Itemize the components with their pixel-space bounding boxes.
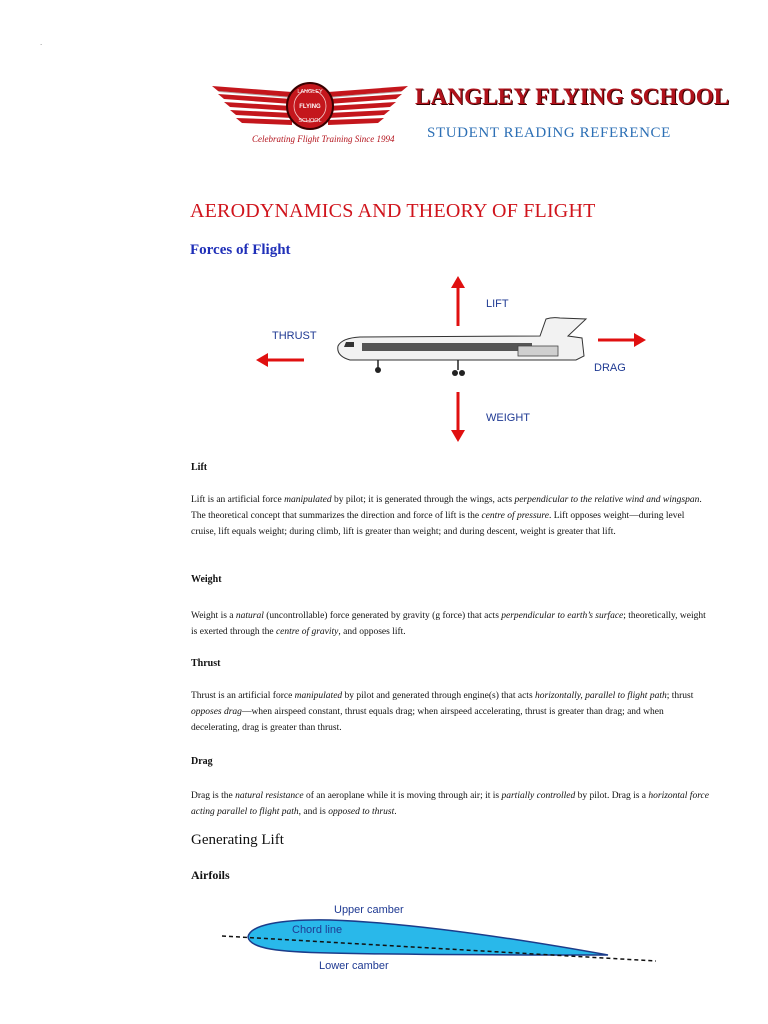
thrust-paragraph	[191, 688, 711, 736]
emphasis-text: opposes drag	[191, 707, 242, 717]
body-text: by pilot. Drag is a	[575, 791, 649, 801]
body-text: .	[394, 807, 397, 817]
generating-lift-title: Generating Lift	[191, 832, 284, 848]
lift-paragraph	[191, 492, 711, 540]
drag-arrow-icon	[598, 333, 646, 347]
chord-line-label: Chord line	[292, 924, 343, 936]
document-title: AERODYNAMICS AND THEORY OF FLIGHT	[190, 200, 596, 222]
lower-camber-label: Lower camber	[319, 960, 389, 972]
lift-arrow-icon	[451, 276, 465, 326]
body-text: ; thrust	[666, 691, 694, 701]
body-text: , and opposes lift.	[338, 627, 406, 637]
airplane-icon	[338, 318, 586, 376]
emphasis-text: partially controlled	[501, 791, 576, 801]
weight-heading: Weight	[191, 574, 222, 585]
body-text: Drag is the	[191, 791, 236, 801]
emphasis-text: natural	[235, 611, 264, 621]
drag-paragraph	[191, 788, 711, 820]
weight-label: WEIGHT	[486, 412, 530, 424]
body-text: Thrust is an artificial force	[191, 691, 295, 701]
school-logo	[210, 80, 410, 136]
body-text: —when airspeed constant, thrust equals drag; when airspeed accelerating, thrust is greater than drag; and when decelerating, drag is greater than thrust.	[191, 707, 664, 733]
logo-text-mid: FLYING	[299, 104, 321, 110]
body-text: of an aeroplane while it is moving through air; it is	[303, 791, 502, 801]
logo-text-top: LANGLEY	[297, 89, 323, 95]
emphasis-text: opposed to thrust	[328, 807, 395, 817]
body-text: . The theoretical concept that summarizes the direction and force of lift is the	[191, 495, 702, 521]
airfoil-diagram	[220, 905, 660, 975]
emphasis-text: perpendicular to earth’s surface	[501, 611, 624, 621]
upper-camber-label: Upper camber	[334, 904, 404, 916]
body-text: (uncontrollable) force generated by gravity (g force) that acts	[263, 611, 502, 621]
lift-heading: Lift	[191, 462, 208, 473]
logo-text-bottom: SCHOOL	[298, 118, 322, 124]
airfoils-title: Airfoils	[191, 868, 230, 882]
emphasis-text: horizontally, parallel to flight path	[535, 691, 667, 701]
stray-dot: .	[40, 38, 43, 47]
emphasis-text: manipulated	[284, 495, 332, 505]
body-text: by pilot and generated through engine(s) that acts	[342, 691, 536, 701]
body-text: ; theoretically, weight is exerted through the	[191, 611, 706, 637]
body-text: Lift is an artificial force	[191, 495, 285, 505]
body-text: , and is	[298, 807, 329, 817]
school-tagline: Celebrating Flight Training Since 1994	[252, 134, 395, 144]
thrust-arrow-icon	[256, 353, 304, 367]
emphasis-text: manipulated	[294, 691, 343, 701]
body-text: . Lift opposes weight—during level cruise, lift equals weight; during climb, lift is greater than weight; and during descent, weight is greater that lift.	[191, 511, 685, 537]
reference-subtitle: STUDENT READING REFERENCE	[427, 125, 671, 141]
thrust-label: THRUST	[272, 330, 317, 342]
section-title-forces: Forces of Flight	[190, 242, 291, 258]
emphasis-text: horizontal force acting parallel to flight path	[191, 791, 709, 817]
body-text: by pilot; it is generated through the wings, acts	[331, 495, 515, 505]
forces-of-flight-figure	[250, 272, 650, 447]
drag-label: DRAG	[594, 362, 626, 374]
weight-paragraph	[191, 608, 711, 640]
drag-heading: Drag	[191, 756, 213, 767]
emphasis-text: centre of gravity	[275, 627, 339, 637]
emphasis-text: centre of pressure	[481, 511, 549, 521]
emphasis-text: perpendicular to the relative wind and wingspan	[514, 495, 700, 505]
school-name: LANGLEY FLYING SCHOOL	[415, 84, 730, 109]
weight-arrow-icon	[451, 392, 465, 442]
thrust-heading: Thrust	[191, 658, 221, 669]
body-text: Weight is a	[191, 611, 236, 621]
lift-label: LIFT	[486, 298, 509, 310]
emphasis-text: natural resistance	[235, 791, 304, 801]
